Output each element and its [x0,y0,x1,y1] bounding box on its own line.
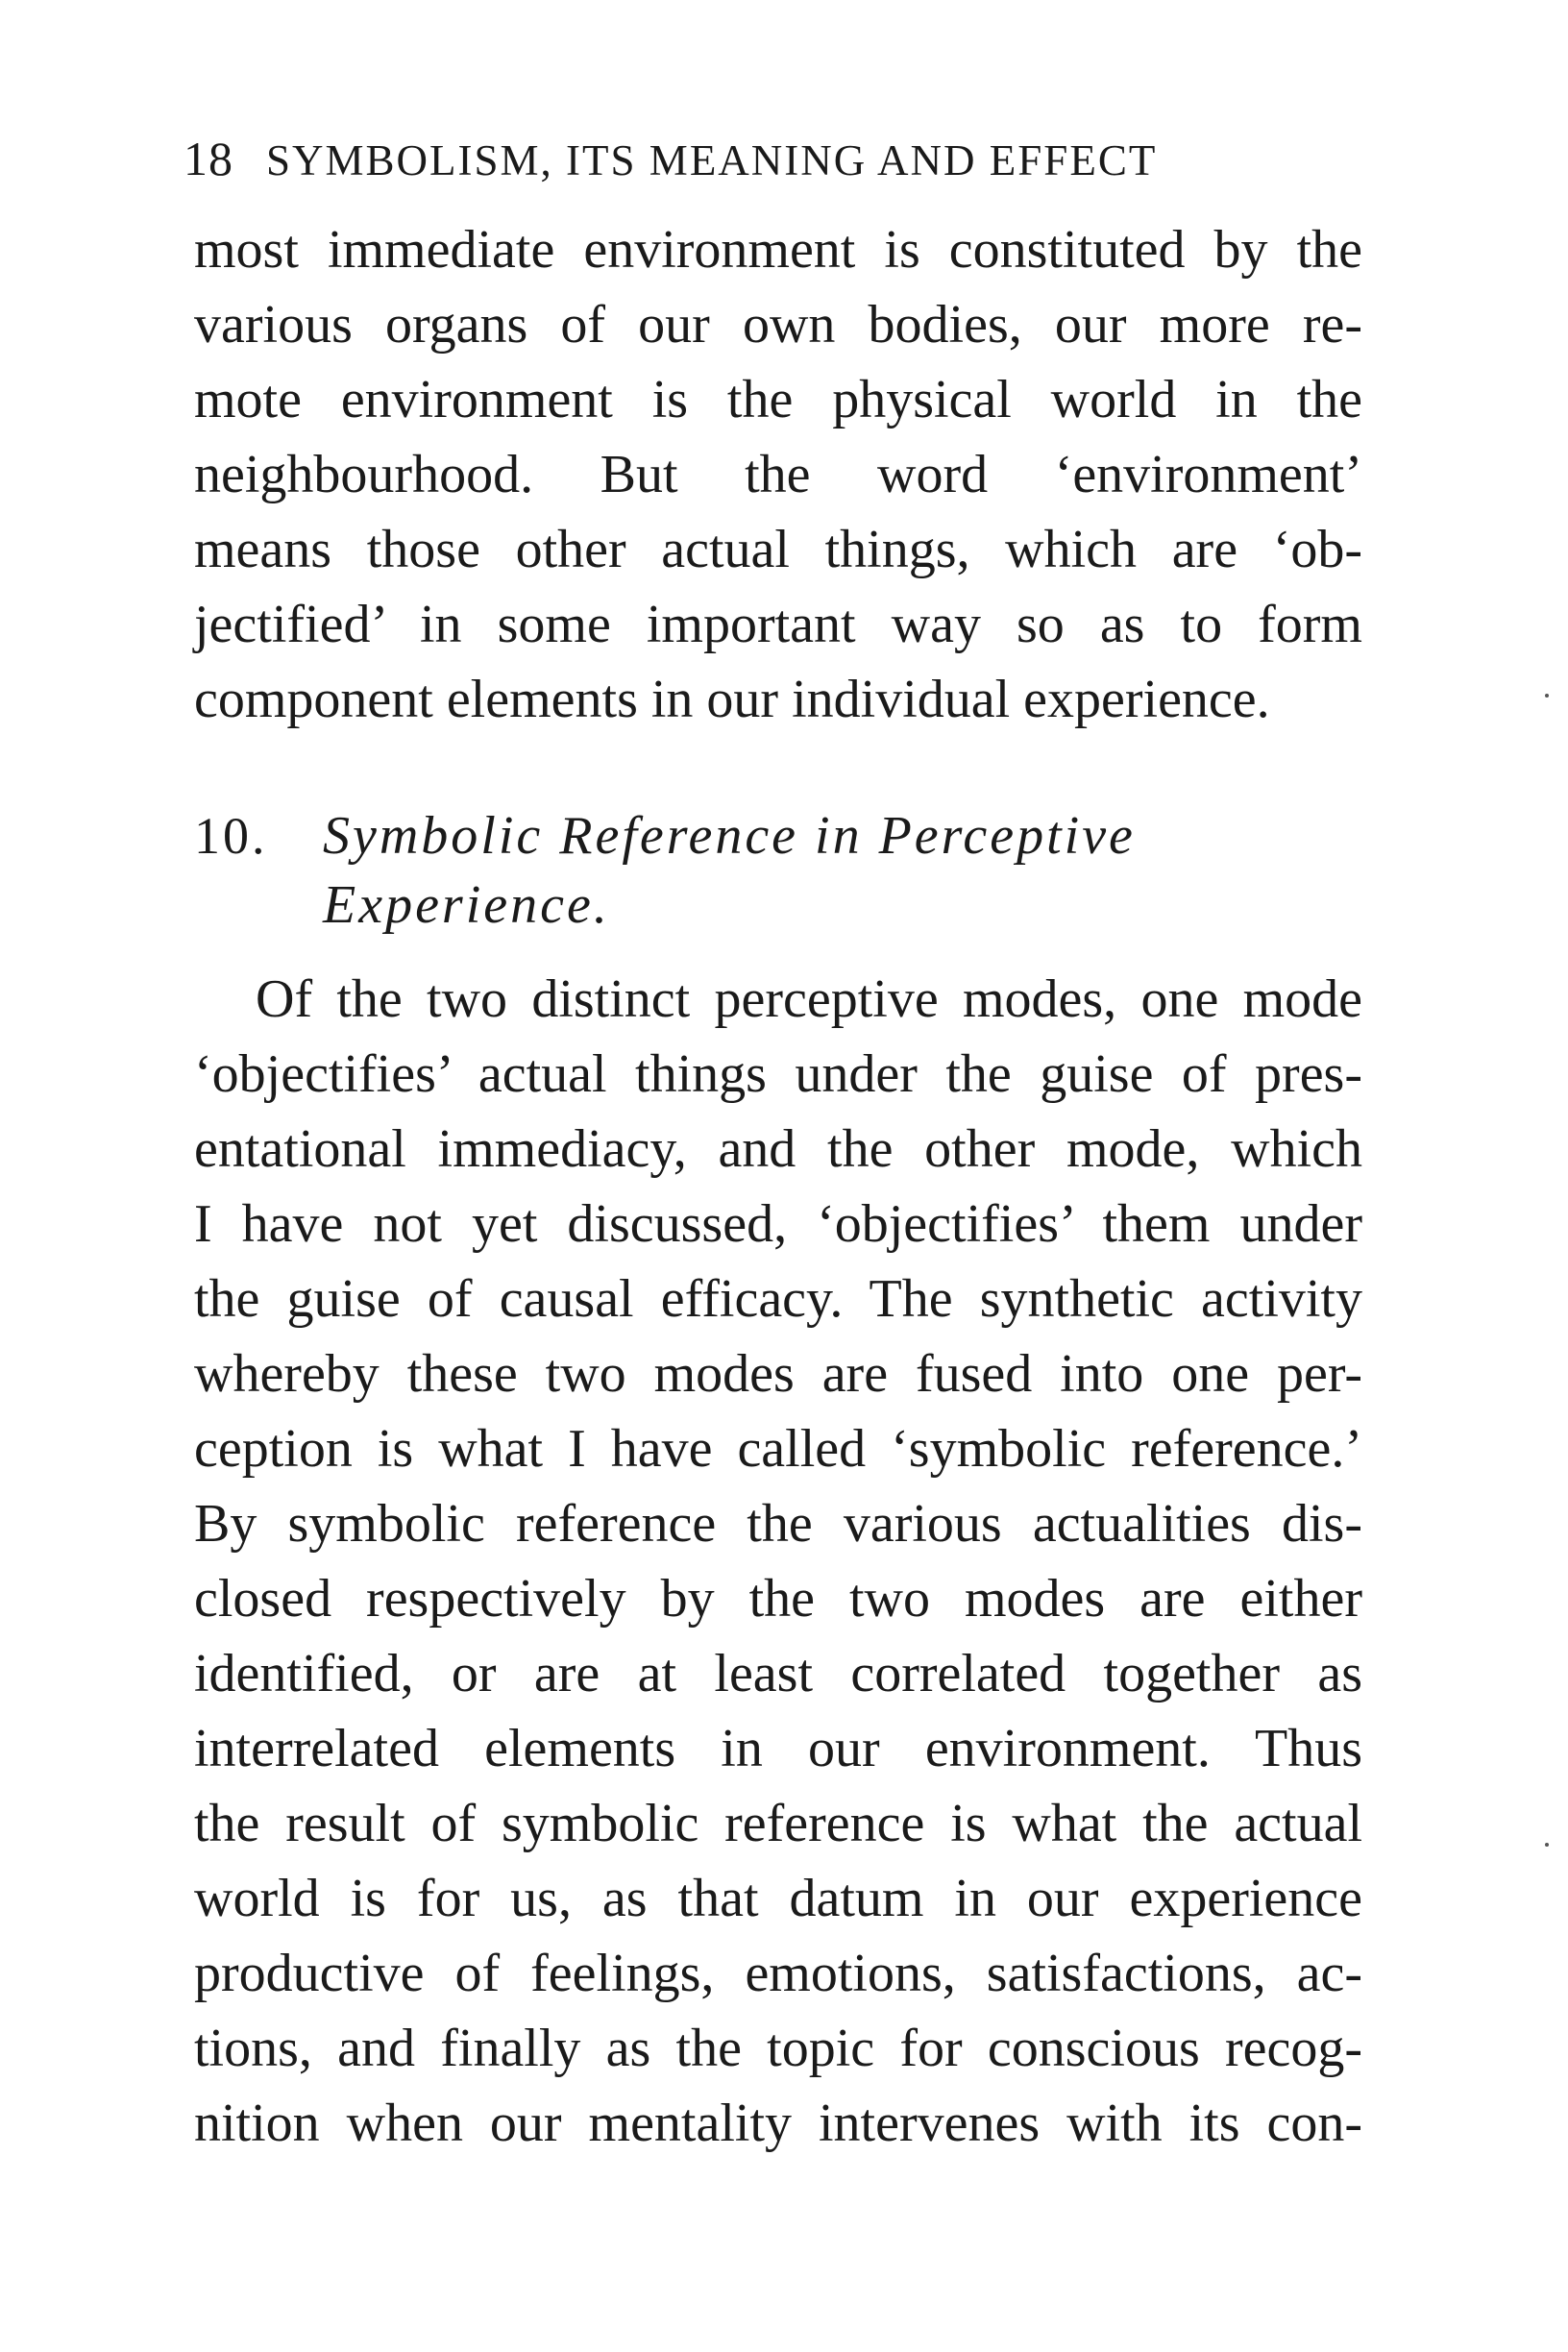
paragraph-2-line: I have not yet discussed, ‘objectifies’ them under [194,1194,1362,1254]
paragraph-1-line: most immediate environment is constituted by the [194,220,1362,280]
paragraph-2-line: the result of symbolic reference is what the actual [194,1794,1362,1853]
paragraph-2-line: whereby these two modes are fused into one per- [194,1344,1362,1404]
paragraph-1-line: jectified’ in some important way so as to form [194,595,1362,654]
paragraph-1-line: neighbourhood. But the word ‘environment’ [194,445,1362,504]
paragraph-2-line: closed respectively by the two modes are either [194,1569,1362,1629]
paragraph-2-line: entational immediacy, and the other mode, which [194,1119,1362,1179]
scan-speck [1545,694,1549,698]
paragraph-1-line: various organs of our own bodies, our more re- [194,295,1362,355]
paragraph-2-line: nition when our mentality intervenes with its con- [194,2094,1362,2153]
paragraph-2-line: productive of feelings, emotions, satisfactions, ac- [194,1944,1362,2003]
running-head [184,131,1365,198]
section-title: Experience. [323,875,610,935]
paragraph-2-line: By symbolic reference the various actualities dis- [194,1494,1362,1554]
paragraph-1-line: mote environment is the physical world in the [194,370,1362,429]
paragraph-2-line: identified, or are at least correlated together as [194,1644,1362,1703]
paragraph-2-line: ‘objectifies’ actual things under the guise of pres- [194,1044,1362,1104]
running-title: SYMBOLISM, ITS MEANING AND EFFECT [266,136,1158,184]
page-number: 18 [184,132,233,185]
paragraph-2-line: world is for us, as that datum in our experience [194,1869,1362,1928]
paragraph-2-line: interrelated elements in our environment. Thus [194,1719,1362,1778]
section-number: 10. [194,807,268,865]
scan-speck [1545,1843,1549,1847]
section-title: Symbolic Reference in Perceptive [323,806,1136,866]
paragraph-2-line: tions, and finally as the topic for conscious recog- [194,2019,1362,2078]
paragraph-1-line: means those other actual things, which are ‘ob- [194,520,1362,579]
paragraph-2-line: the guise of causal efficacy. The synthetic activity [194,1269,1362,1329]
paragraph-2-line: Of the two distinct perceptive modes, one mode [256,969,1362,1029]
paragraph-2-line: ception is what I have called ‘symbolic reference.’ [194,1419,1362,1479]
paragraph-1-line: component elements in our individual experience. [194,670,1270,729]
